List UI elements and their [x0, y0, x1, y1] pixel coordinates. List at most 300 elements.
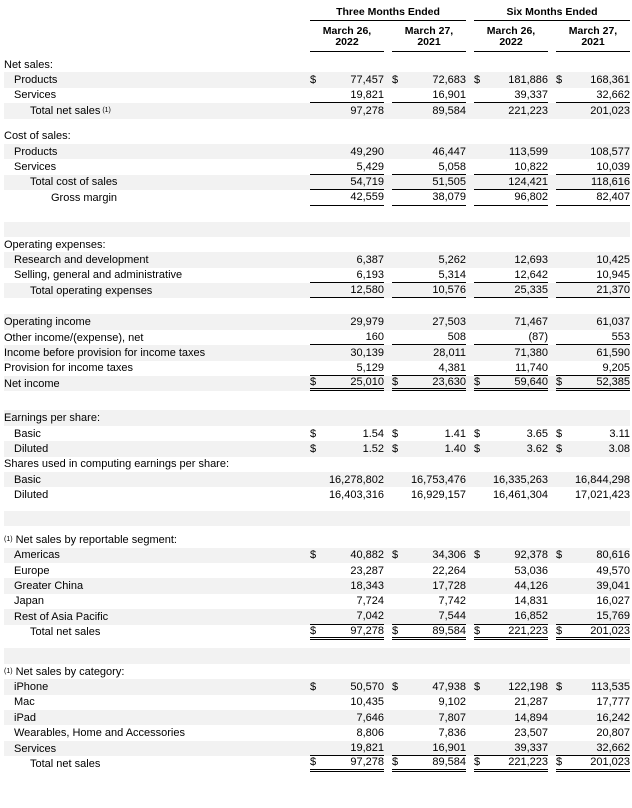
cell-value: 553: [611, 331, 630, 344]
cell-value: 168,361: [590, 74, 630, 87]
numeric-cell: [556, 175, 630, 190]
table-row: [4, 314, 630, 329]
row-label: Shares used in computing earnings per share:: [4, 458, 230, 471]
cell-value: 47,938: [432, 680, 466, 693]
cell-value: 49,290: [350, 145, 384, 158]
table-row: [4, 725, 630, 740]
numeric-cell: [474, 345, 548, 360]
numeric-cell: [474, 578, 548, 593]
numeric-cell: [392, 511, 466, 526]
cell-value: 221,223: [508, 624, 548, 637]
currency-symbol: $: [474, 74, 481, 87]
table-row: [4, 594, 630, 609]
row-label: (1) Net sales by category:: [4, 665, 125, 678]
cell-value: 50,570: [350, 680, 384, 693]
numeric-cell: [310, 426, 384, 441]
cell-value: 89,584: [432, 624, 466, 637]
numeric-cell: [474, 391, 548, 410]
numeric-cell: [556, 410, 630, 425]
numeric-cell: [392, 175, 466, 190]
cell-value: 7,042: [356, 610, 384, 623]
currency-symbol: $: [474, 427, 481, 440]
numeric-cell: [474, 206, 548, 222]
numeric-cell: [556, 441, 630, 456]
numeric-cell: [556, 119, 630, 129]
currency-symbol: $: [556, 74, 563, 87]
cell-value: 14,831: [514, 595, 548, 608]
spacer-row: [4, 119, 630, 129]
table-body: [4, 57, 630, 772]
numeric-cell: [310, 578, 384, 593]
row-label: Net sales:: [4, 58, 53, 71]
numeric-cell: [392, 741, 466, 756]
row-label: Products: [14, 145, 58, 158]
row-label: [4, 511, 302, 526]
cell-value: 16,929,157: [410, 489, 466, 502]
numeric-cell: [556, 710, 630, 725]
date-line-1: March 27,: [404, 25, 454, 37]
numeric-cell: [310, 725, 384, 740]
table-row: [4, 144, 630, 159]
numeric-cell: [392, 625, 466, 640]
numeric-cell: [556, 487, 630, 502]
numeric-cell: [392, 298, 466, 314]
cell-value: 7,544: [438, 610, 466, 623]
cell-value: 22,264: [432, 564, 466, 577]
numeric-cell: [556, 159, 630, 174]
row-label: [4, 206, 302, 222]
cell-value: 15,769: [596, 610, 630, 623]
numeric-cell: [556, 144, 630, 159]
cell-value: 221,223: [508, 104, 548, 117]
numeric-cell: [310, 376, 384, 391]
date-line-2: 2022: [335, 36, 359, 48]
cell-value: 44,126: [514, 580, 548, 593]
cell-value: 10,425: [596, 253, 630, 266]
cell-value: 108,577: [590, 145, 630, 158]
numeric-cell: [474, 725, 548, 740]
column-group-six-months-ended: Six Months Ended: [474, 6, 630, 21]
cell-value: 97,278: [350, 104, 384, 117]
row-label: Total net sales: [30, 626, 101, 639]
cell-value: 16,901: [432, 88, 466, 101]
cell-value: 10,945: [596, 268, 630, 281]
numeric-cell: [556, 756, 630, 771]
row-label: Services: [14, 742, 57, 755]
cell-value: 30,139: [350, 346, 384, 359]
cell-value: 71,380: [514, 346, 548, 359]
numeric-cell: [556, 298, 630, 314]
cell-value: 5,314: [438, 268, 466, 281]
cell-value: 39,337: [514, 742, 548, 755]
currency-symbol: $: [310, 74, 317, 87]
row-label: [4, 119, 302, 129]
numeric-cell: [474, 129, 548, 144]
currency-symbol: $: [556, 549, 563, 562]
cell-value: 72,683: [432, 74, 466, 87]
date-line-1: March 26,: [322, 25, 372, 37]
numeric-cell: [310, 532, 384, 547]
numeric-cell: [474, 756, 548, 771]
numeric-cell: [392, 648, 466, 664]
cell-value: 21,370: [596, 284, 630, 297]
row-label: Europe: [14, 564, 50, 577]
row-label: Wearables, Home and Accessories: [14, 727, 185, 740]
row-label: Gross margin: [51, 191, 118, 204]
numeric-cell: [310, 441, 384, 456]
currency-symbol: $: [392, 680, 399, 693]
spacer-row: [4, 206, 630, 222]
table-row: [4, 609, 630, 624]
cell-value: 3.08: [608, 442, 630, 455]
numeric-cell: [310, 314, 384, 329]
cell-value: 23,507: [514, 727, 548, 740]
cell-value: (87): [528, 331, 548, 344]
cell-value: 1.40: [444, 442, 466, 455]
numeric-cell: [392, 376, 466, 391]
cell-value: 7,807: [438, 711, 466, 724]
cell-value: 17,021,423: [574, 489, 630, 502]
cell-value: 28,011: [433, 346, 466, 359]
numeric-cell: [474, 679, 548, 694]
row-label: Provision for income taxes: [4, 362, 133, 375]
cell-value: 97,278: [350, 756, 384, 769]
table-row: [4, 548, 630, 563]
numeric-cell: [556, 679, 630, 694]
cell-value: 5,262: [438, 253, 466, 266]
numeric-cell: [392, 206, 466, 222]
numeric-cell: [474, 472, 548, 487]
row-label: Selling, general and administrative: [14, 269, 183, 282]
numeric-cell: [310, 487, 384, 502]
cell-value: 12,642: [514, 268, 548, 281]
numeric-cell: [392, 345, 466, 360]
row-label: [4, 298, 302, 314]
cell-value: 9,205: [602, 361, 630, 374]
numeric-cell: [392, 119, 466, 129]
row-label: Research and development: [14, 253, 149, 266]
currency-symbol: $: [310, 427, 317, 440]
table-row: [4, 283, 630, 298]
cell-value: 14,894: [514, 711, 548, 724]
numeric-cell: [392, 563, 466, 578]
table-row: [4, 426, 630, 441]
row-label: Operating expenses:: [4, 238, 106, 251]
numeric-cell: [392, 756, 466, 771]
row-label: Total net sales: [30, 757, 101, 770]
row-label: Net income: [4, 377, 60, 390]
numeric-cell: [474, 57, 548, 72]
cell-value: 52,385: [596, 376, 630, 389]
numeric-cell: [556, 283, 630, 298]
numeric-cell: [474, 664, 548, 679]
numeric-cell: [474, 441, 548, 456]
numeric-cell: [556, 578, 630, 593]
row-label: [4, 503, 302, 511]
cell-value: 10,822: [514, 160, 548, 173]
row-label: Total operating expenses: [30, 284, 153, 297]
numeric-cell: [392, 664, 466, 679]
numeric-cell: [556, 548, 630, 563]
table-row: [4, 625, 630, 640]
numeric-cell: [556, 457, 630, 472]
numeric-cell: [392, 725, 466, 740]
cell-value: 3.11: [609, 427, 630, 440]
cell-value: 6,387: [356, 253, 384, 266]
numeric-cell: [474, 330, 548, 345]
cell-value: 32,662: [596, 88, 630, 101]
numeric-cell: [556, 314, 630, 329]
spacer-row: [4, 222, 630, 237]
cell-value: 5,429: [356, 160, 384, 173]
spacer-row: [4, 648, 630, 664]
cell-value: 38,079: [432, 191, 466, 204]
numeric-cell: [474, 175, 548, 190]
cell-value: 12,693: [514, 253, 548, 266]
currency-symbol: $: [310, 442, 317, 455]
numeric-cell: [556, 361, 630, 376]
numeric-cell: [310, 330, 384, 345]
section-header-row: [4, 664, 630, 679]
table-row: [4, 345, 630, 360]
numeric-cell: [556, 391, 630, 410]
numeric-cell: [392, 144, 466, 159]
cell-value: 1.41: [444, 427, 466, 440]
row-label: Products: [14, 74, 58, 87]
cell-value: 16,027: [596, 595, 630, 608]
numeric-cell: [474, 268, 548, 283]
numeric-cell: [556, 695, 630, 710]
cell-value: 61,590: [596, 346, 630, 359]
numeric-cell: [556, 222, 630, 237]
table-row: [4, 159, 630, 174]
row-label: Cost of sales:: [4, 130, 71, 143]
numeric-cell: [392, 532, 466, 547]
row-label: Total cost of sales: [30, 176, 118, 189]
currency-symbol: $: [556, 376, 563, 389]
spacer-row: [4, 640, 630, 648]
section-header-row: [4, 410, 630, 425]
numeric-cell: [556, 330, 630, 345]
numeric-cell: [392, 609, 466, 624]
spacer-row: [4, 511, 630, 526]
spacer-row: [4, 503, 630, 511]
currency-symbol: $: [474, 376, 481, 389]
date-line-1: March 27,: [568, 25, 618, 37]
cell-value: 508: [447, 331, 466, 344]
cell-value: 5,058: [438, 160, 466, 173]
row-label: Basic: [14, 427, 41, 440]
numeric-cell: [392, 578, 466, 593]
numeric-cell: [556, 503, 630, 511]
currency-symbol: $: [392, 549, 399, 562]
row-label: Earnings per share:: [4, 412, 100, 425]
cell-value: 16,242: [596, 711, 630, 724]
cell-value: 23,630: [432, 376, 466, 389]
cell-value: 89,584: [432, 104, 466, 117]
row-label: Services: [14, 161, 57, 174]
numeric-cell: [392, 594, 466, 609]
numeric-cell: [556, 741, 630, 756]
table-row: [4, 252, 630, 267]
numeric-cell: [310, 103, 384, 118]
cell-value: 1.52: [362, 442, 384, 455]
cell-value: 124,421: [508, 175, 548, 188]
numeric-cell: [310, 144, 384, 159]
cell-value: 20,807: [596, 727, 630, 740]
numeric-cell: [392, 441, 466, 456]
cell-value: 8,806: [356, 727, 384, 740]
numeric-cell: [310, 345, 384, 360]
section-header-row: [4, 532, 630, 547]
numeric-cell: [556, 206, 630, 222]
numeric-cell: [392, 57, 466, 72]
numeric-cell: [310, 563, 384, 578]
cell-value: 21,287: [514, 696, 548, 709]
numeric-cell: [310, 268, 384, 283]
table-row: [4, 268, 630, 283]
numeric-cell: [310, 88, 384, 103]
cell-value: 39,041: [596, 580, 630, 593]
cell-value: 89,584: [432, 756, 466, 769]
numeric-cell: [474, 252, 548, 267]
table-row: [4, 710, 630, 725]
cell-value: 80,616: [596, 549, 630, 562]
row-label: Americas: [14, 549, 60, 562]
numeric-cell: [474, 426, 548, 441]
numeric-cell: [474, 648, 548, 664]
cell-value: 7,646: [356, 711, 384, 724]
numeric-cell: [474, 695, 548, 710]
row-label: iPhone: [14, 680, 49, 693]
cell-value: 17,777: [596, 696, 630, 709]
row-label: [4, 222, 302, 237]
numeric-cell: [310, 648, 384, 664]
numeric-cell: [310, 159, 384, 174]
cell-value: 82,407: [596, 191, 630, 204]
row-label: Greater China: [14, 580, 84, 593]
cell-value: 59,640: [514, 376, 548, 389]
row-label: Total net sales (1): [30, 104, 111, 117]
numeric-cell: [310, 741, 384, 756]
row-label: (1) Net sales by reportable segment:: [4, 533, 177, 546]
numeric-cell: [310, 664, 384, 679]
cell-value: 1.54: [362, 427, 384, 440]
cell-value: 160: [365, 331, 384, 344]
table-row: [4, 103, 630, 118]
cell-value: 201,023: [590, 756, 630, 769]
numeric-cell: [556, 252, 630, 267]
numeric-cell: [392, 710, 466, 725]
numeric-cell: [310, 503, 384, 511]
numeric-cell: [474, 144, 548, 159]
numeric-cell: [310, 625, 384, 640]
currency-symbol: $: [392, 756, 399, 769]
spacer-row: [4, 298, 630, 314]
numeric-cell: [474, 222, 548, 237]
date-line-1: March 26,: [486, 25, 536, 37]
numeric-cell: [556, 472, 630, 487]
cell-value: 29,979: [350, 316, 384, 329]
cell-value: 46,447: [432, 145, 466, 158]
column-header-date-2: [392, 23, 466, 52]
numeric-cell: [310, 252, 384, 267]
column-header-date-1: [310, 23, 384, 52]
numeric-cell: [474, 88, 548, 103]
row-label: [4, 648, 302, 664]
cell-value: 49,570: [596, 564, 630, 577]
date-line-2: 2022: [499, 36, 523, 48]
numeric-cell: [310, 548, 384, 563]
numeric-cell: [556, 103, 630, 118]
numeric-cell: [474, 609, 548, 624]
numeric-cell: [556, 594, 630, 609]
numeric-cell: [474, 594, 548, 609]
section-header-row: [4, 237, 630, 252]
numeric-cell: [310, 472, 384, 487]
table-row: [4, 695, 630, 710]
numeric-cell: [556, 237, 630, 252]
cell-value: 11,740: [515, 361, 548, 374]
currency-symbol: $: [392, 376, 399, 389]
numeric-cell: [392, 410, 466, 425]
row-label: Japan: [14, 595, 44, 608]
column-header-date-3: [474, 23, 548, 52]
numeric-cell: [474, 119, 548, 129]
currency-symbol: $: [310, 549, 317, 562]
cell-value: 16,753,476: [410, 473, 466, 486]
cell-value: 40,882: [350, 549, 384, 562]
currency-symbol: $: [556, 427, 563, 440]
cell-value: 97,278: [350, 624, 384, 637]
row-label: Services: [14, 89, 57, 102]
numeric-cell: [392, 548, 466, 563]
numeric-cell: [474, 625, 548, 640]
cell-value: 25,010: [350, 376, 384, 389]
cell-value: 19,821: [350, 88, 384, 101]
currency-symbol: $: [310, 680, 317, 693]
numeric-cell: [556, 72, 630, 87]
cell-value: 118,616: [591, 175, 630, 188]
cell-value: 221,223: [508, 756, 548, 769]
currency-symbol: $: [474, 549, 481, 562]
numeric-cell: [556, 190, 630, 205]
row-label: Diluted: [14, 442, 49, 455]
cell-value: 7,836: [438, 727, 466, 740]
numeric-cell: [556, 625, 630, 640]
currency-symbol: $: [310, 756, 317, 769]
cell-value: 201,023: [590, 104, 630, 117]
cell-value: 39,337: [514, 88, 548, 101]
table-row: [4, 330, 630, 345]
cell-value: 32,662: [596, 742, 630, 755]
cell-value: 54,719: [350, 175, 384, 188]
numeric-cell: [392, 472, 466, 487]
currency-symbol: $: [556, 756, 563, 769]
column-group-three-months-ended: Three Months Ended: [310, 6, 466, 21]
numeric-cell: [474, 640, 548, 648]
currency-symbol: $: [556, 624, 563, 637]
numeric-cell: [392, 222, 466, 237]
cell-value: 16,461,304: [492, 489, 548, 502]
numeric-cell: [474, 159, 548, 174]
table-row: [4, 361, 630, 376]
table-row: [4, 563, 630, 578]
cell-value: 53,036: [514, 564, 548, 577]
currency-symbol: $: [556, 680, 563, 693]
numeric-cell: [310, 72, 384, 87]
numeric-cell: [474, 532, 548, 547]
